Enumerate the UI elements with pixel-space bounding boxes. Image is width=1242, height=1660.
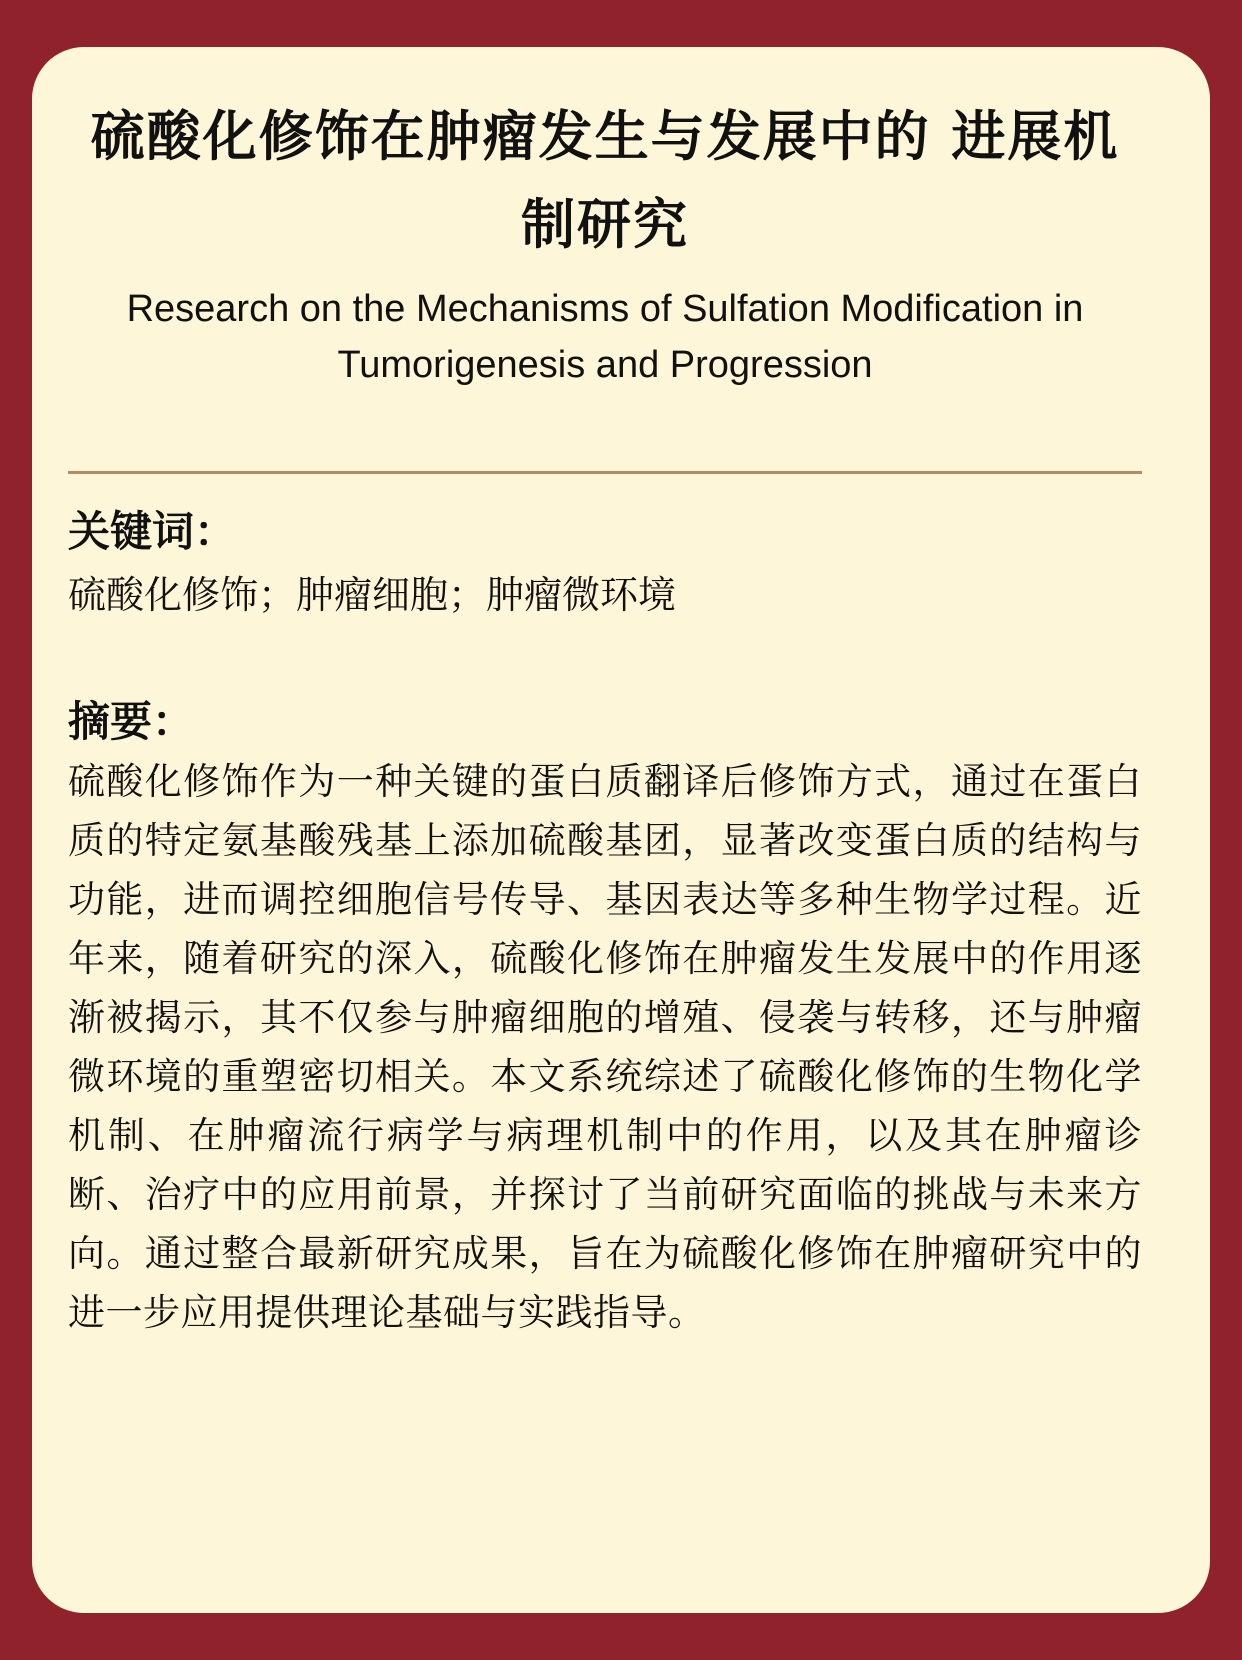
keywords-text: 硫酸化修饰；肿瘤细胞；肿瘤微环境 [68,573,677,617]
abstract-text: 硫酸化修饰作为一种关键的蛋白质翻译后修饰方式，通过在蛋白质的特定氨基酸残基上添加硫酸基团，显著改变蛋白质的结构与功能，进而调控细胞信号传导、基因表达等多种生物学过程。近年来，随着研究的深入，硫酸化修饰在肿瘤发生发展中的作用逐渐被揭示，其不仅参与肿瘤细胞的增殖、侵袭与转移，还与肿瘤微环境的重塑密切相关。本文系统综述了硫酸化修饰的生物化学机制、在肿瘤流行病学与病理机制中的作用，以及其在肿瘤诊断、治疗中的应用前景，并探讨了当前研究面临的挑战与未来方向。通过整合最新研究成果，旨在为硫酸化修饰在肿瘤研究中的进一步应用提供理论基础与实践指导。 [68,760,1142,1334]
content-card [32,47,1210,1613]
keywords-heading: 关键词： [68,507,237,556]
title-chinese: 硫酸化修饰在肿瘤发生与发展中的 进展机制研究 [90,105,1120,256]
divider [68,471,1142,474]
abstract-heading: 摘要： [68,697,195,746]
title-english: Research on the Mechanisms of Sulfation Modification in Tumorigenesis and Progression [126,288,1084,386]
